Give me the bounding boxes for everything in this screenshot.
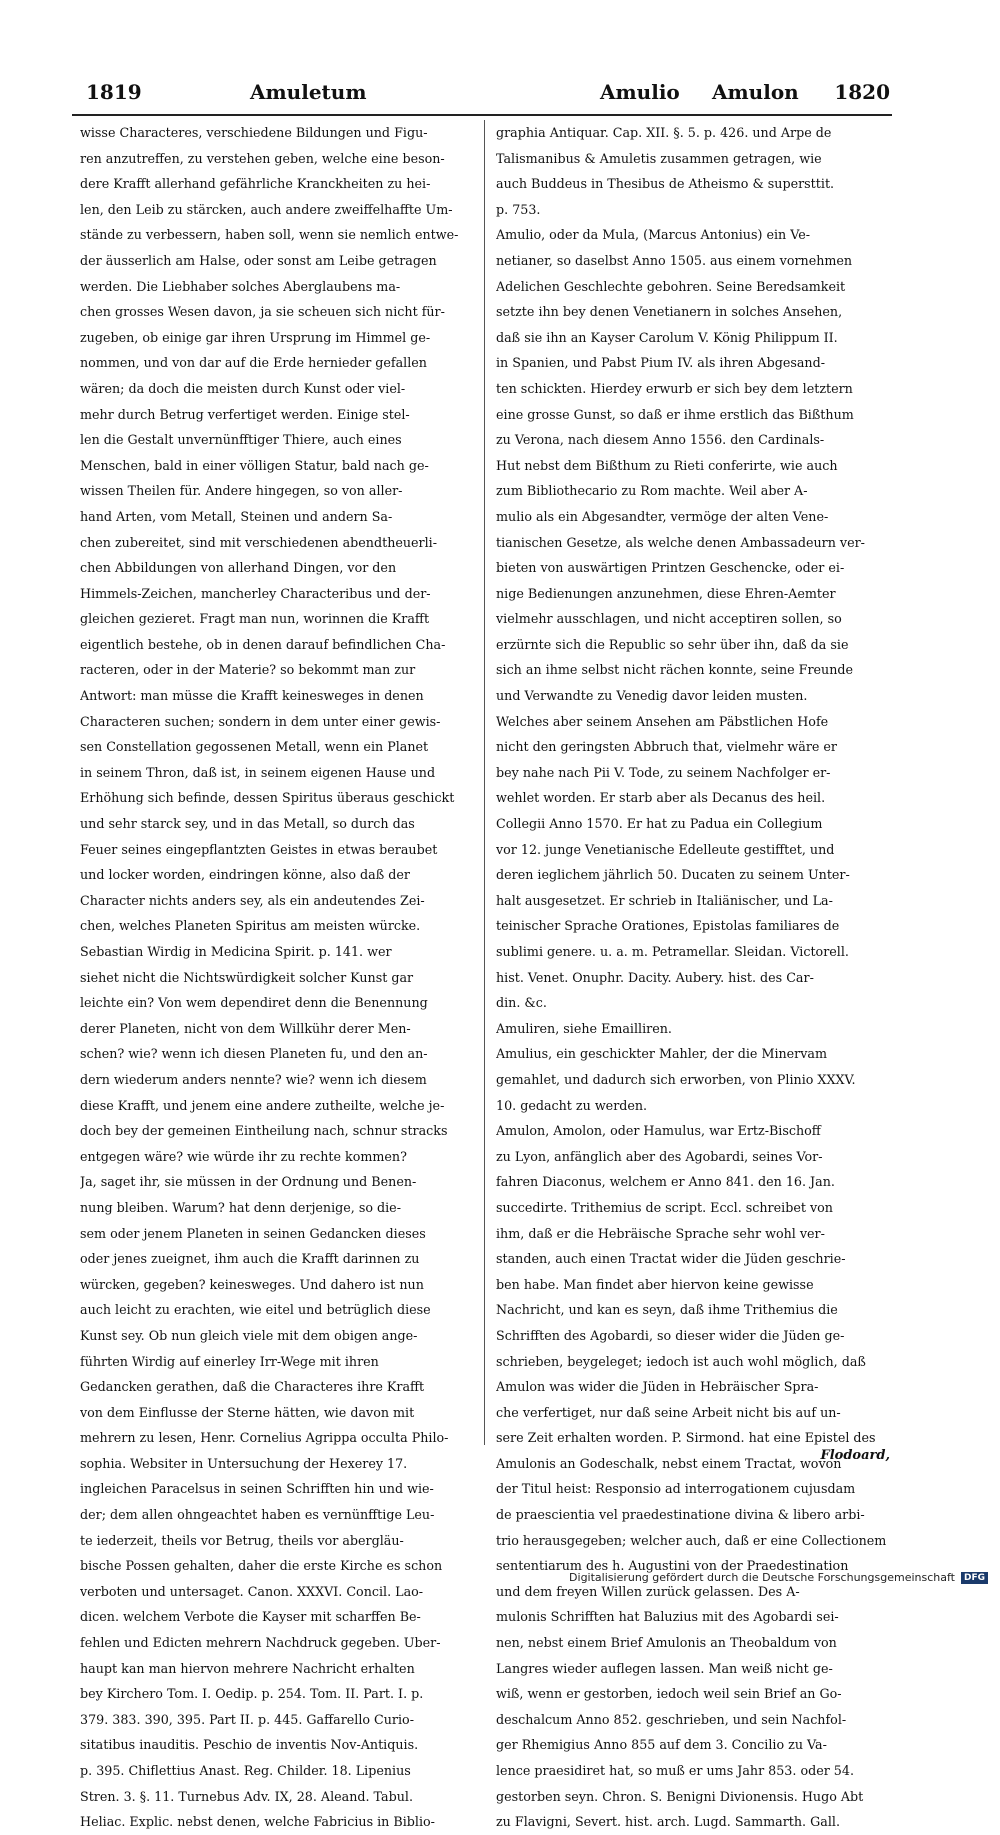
text-line: Langres wieder auflegen lassen. Man weiß nicht ge- bbox=[496, 1660, 833, 1676]
text-line: wiß, wenn er gestorben, iedoch weil sein Brief an Go- bbox=[496, 1686, 842, 1702]
text-line: sem oder jenem Planeten in seinen Gedancken dieses bbox=[80, 1225, 426, 1241]
text-line: führten Wirdig auf einerley Irr-Wege mit ihren bbox=[80, 1353, 379, 1369]
text-line: Himmels-Zeichen, mancherley Characteribus und der- bbox=[80, 585, 431, 601]
text-line: mulonis Schrifften hat Baluzius mit des Agobardi sei- bbox=[496, 1609, 839, 1625]
text-line: hist. Venet. Onuphr. Dacity. Aubery. hist. des Car- bbox=[496, 969, 814, 985]
text-line: und Verwandte zu Venedig davor leiden musten. bbox=[496, 688, 808, 704]
right-running-head-2: Amulon bbox=[712, 80, 799, 104]
text-line: Amulonis an Godeschalk, nebst einem Tractat, wovon bbox=[496, 1455, 842, 1471]
text-line: ger Rhemigius Anno 855 auf dem 3. Concilio zu Va- bbox=[496, 1737, 827, 1753]
text-line: dere Krafft allerhand gefährliche Kranckheiten zu hei- bbox=[80, 176, 431, 192]
text-line: der Titul heist: Responsio ad interrogationem cujusdam bbox=[496, 1481, 856, 1497]
text-line: nen, nebst einem Brief Amulonis an Theobaldum von bbox=[496, 1635, 837, 1651]
text-line: gemahlet, und dadurch sich erworben, von Plinio XXXV. bbox=[496, 1071, 856, 1087]
text-line: daß sie ihn an Kayser Carolum V. König Philippum II. bbox=[496, 329, 838, 345]
footer-credit: Digitalisierung gefördert durch die Deutsche Forschungsgemeinschaft bbox=[569, 1571, 955, 1584]
text-line: ten schickten. Hierdey erwurb er sich bey dem letztern bbox=[496, 380, 853, 396]
text-line: racteren, oder in der Materie? so bekommt man zur bbox=[80, 662, 416, 678]
text-line: zu Flavigni, Severt. hist. arch. Lugd. Sammarth. Gall. bbox=[496, 1814, 840, 1830]
text-line: Ja, saget ihr, sie müssen in der Ordnung und Benen- bbox=[80, 1174, 417, 1190]
text-line: und locker worden, eindringen könne, also daß der bbox=[80, 867, 410, 883]
text-line: bieten von auswärtigen Printzen Geschencke, oder ei- bbox=[496, 560, 845, 576]
text-line: und sehr starck sey, und in das Metall, so durch das bbox=[80, 816, 415, 832]
text-line: succedirte. Trithemius de script. Eccl. schreibet von bbox=[496, 1199, 833, 1215]
text-line: lence praesidiret hat, so muß er ums Jahr 853. oder 54. bbox=[496, 1763, 854, 1778]
text-line: Amulon was wider die Jüden in Hebräischer Spra- bbox=[496, 1379, 819, 1395]
text-line: der; dem allen ohngeachtet haben es vernünfftige Leu- bbox=[80, 1507, 435, 1523]
text-line: tianischen Gesetze, als welche denen Ambassadeurn ver- bbox=[496, 534, 865, 550]
text-line: sen Constellation gegossenen Metall, wenn ein Planet bbox=[80, 739, 429, 755]
right-page-number: 1820 bbox=[834, 80, 890, 104]
text-line: standen, auch einen Tractat wider die Jüden geschrie- bbox=[496, 1251, 846, 1267]
text-line: sere Zeit erhalten worden. P. Sirmond. hat eine Epistel des bbox=[496, 1430, 876, 1446]
text-line: Sebastian Wirdig in Medicina Spirit. p. 141. wer bbox=[80, 944, 392, 959]
text-line: werden. Die Liebhaber solches Aberglaubens ma- bbox=[80, 278, 401, 294]
text-line: ben habe. Man findet aber hiervon keine gewisse bbox=[496, 1276, 814, 1292]
text-line: len die Gestalt unvernünfftiger Thiere, auch eines bbox=[80, 432, 402, 448]
text-line: entgegen wäre? wie würde ihr zu rechte kommen? bbox=[80, 1148, 407, 1164]
text-line: ihm, daß er die Hebräische Sprache sehr wohl ver- bbox=[496, 1225, 825, 1241]
text-line: te iederzeit, theils vor Betrug, theils vor abergläu- bbox=[80, 1532, 404, 1548]
text-line: fahren Diaconus, welchem er Anno 841. den 16. Jan. bbox=[496, 1174, 835, 1190]
left-column bbox=[80, 120, 476, 1835]
text-line: wehlet worden. Er starb aber als Decanus des heil. bbox=[496, 790, 826, 806]
text-line: in seinem Thron, daß ist, in seinem eigenen Hause und bbox=[80, 764, 436, 780]
text-line: len, den Leib zu stärcken, auch andere zweiffelhaffte Um- bbox=[80, 201, 453, 217]
text-line: nommen, und von dar auf die Erde hernieder gefallen bbox=[80, 355, 427, 371]
text-line: teinischer Sprache Orationes, Epistolas familiares de bbox=[496, 918, 840, 934]
text-line: doch bey der gemeinen Eintheilung nach, schnur stracks bbox=[80, 1123, 448, 1139]
text-line: und dem freyen Willen zurück gelassen. Des A- bbox=[496, 1583, 800, 1599]
right-running-head-1: Amulio bbox=[600, 80, 680, 104]
text-line: Amulio, oder da Mula, (Marcus Antonius) ein Ve- bbox=[496, 227, 811, 243]
text-line: Talismanibus & Amuletis zusammen getragen, wie bbox=[496, 150, 822, 166]
text-line: gleichen gezieret. Fragt man nun, worinnen die Krafft bbox=[80, 611, 430, 627]
text-line: fehlen und Edicten mehrern Nachdruck gegeben. Uber- bbox=[80, 1635, 441, 1651]
text-line: Hut nebst dem Bißthum zu Rieti conferirte, wie auch bbox=[496, 457, 838, 473]
text-line: din. &c. bbox=[496, 995, 547, 1011]
text-line: würcken, gegeben? keinesweges. Und dahero ist nun bbox=[80, 1276, 424, 1292]
text-line: graphia Antiquar. Cap. XII. §. 5. p. 426. und Arpe de bbox=[496, 125, 832, 140]
text-line: Heliac. Explic. nebst denen, welche Fabricius in Biblio- bbox=[80, 1814, 435, 1830]
text-line: p. 753. bbox=[496, 201, 541, 217]
text-line: deren ieglichem jährlich 50. Ducaten zu seinem Unter- bbox=[496, 867, 850, 883]
text-line: eigentlich bestehe, ob in denen darauf befindlichen Cha- bbox=[80, 636, 446, 652]
text-line: sitatibus inauditis. Peschio de inventis Nov-Antiquis. bbox=[80, 1737, 419, 1753]
text-line: Character nichts anders sey, als ein andeutendes Zei- bbox=[80, 892, 425, 908]
text-line: nung bleiben. Warum? hat denn derjenige, so die- bbox=[80, 1199, 401, 1215]
text-line: dicen. welchem Verbote die Kayser mit scharffen Be- bbox=[80, 1609, 421, 1625]
text-line: von dem Einflusse der Sterne hätten, wie davon mit bbox=[80, 1404, 415, 1420]
text-line: Characteren suchen; sondern in dem unter einer gewis- bbox=[80, 713, 441, 729]
catchword: Flodoard, bbox=[820, 1448, 890, 1463]
text-line: auch leicht zu erachten, wie eitel und betrüglich diese bbox=[80, 1302, 431, 1318]
text-line: deschalcum Anno 852. geschrieben, und sein Nachfol- bbox=[496, 1711, 847, 1727]
text-line: zugeben, ob einige gar ihren Ursprung im Himmel ge- bbox=[80, 329, 431, 345]
text-line: der äusserlich am Halse, oder sonst am Leibe getragen bbox=[80, 252, 437, 268]
text-line: 379. 383. 390, 395. Part II. p. 445. Gaffarello Curio- bbox=[80, 1711, 414, 1727]
text-line: ren anzutreffen, zu verstehen geben, welche eine beson- bbox=[80, 150, 445, 166]
text-line: auch Buddeus in Thesibus de Atheismo & supersttit. bbox=[496, 176, 835, 192]
text-line: schen? wie? wenn ich diesen Planeten fu, und den an- bbox=[80, 1046, 428, 1062]
text-line: dern wiederum anders nennte? wie? wenn ich diesem bbox=[80, 1071, 427, 1087]
text-line: nige Bedienungen anzunehmen, diese Ehren-Aemter bbox=[496, 585, 836, 601]
text-line: siehet nicht die Nichtswürdigkeit solcher Kunst gar bbox=[80, 969, 414, 985]
text-line: Erhöhung sich befinde, dessen Spiritus überaus geschickt bbox=[80, 790, 455, 806]
text-line: 10. gedacht zu werden. bbox=[496, 1097, 648, 1113]
text-line: mehrern zu lesen, Henr. Cornelius Agrippa occulta Philo- bbox=[80, 1430, 449, 1446]
text-line: wären; da doch die meisten durch Kunst oder viel- bbox=[80, 380, 406, 396]
text-line: Amulius, ein geschickter Mahler, der die Minervam bbox=[496, 1046, 828, 1062]
text-line: diese Krafft, und jenem eine andere zutheilte, welche je- bbox=[80, 1097, 445, 1113]
text-line: de praescientia vel praedestinatione divina & libero arbi- bbox=[496, 1507, 865, 1523]
text-line: Kunst sey. Ob nun gleich viele mit dem obigen ange- bbox=[80, 1327, 418, 1343]
text-line: mulio als ein Abgesandter, vermöge der alten Vene- bbox=[496, 508, 829, 524]
text-line: in Spanien, und Pabst Pium IV. als ihren Abgesand- bbox=[496, 355, 825, 371]
text-line: verboten und untersaget. Canon. XXXVI. Concil. Lao- bbox=[80, 1583, 424, 1599]
text-line: bey nahe nach Pii V. Tode, zu seinem Nachfolger er- bbox=[496, 764, 831, 780]
text-line: bische Possen gehalten, daher die erste Kirche es schon bbox=[80, 1558, 443, 1574]
text-line: che verfertiget, nur daß seine Arbeit nicht bis auf un- bbox=[496, 1404, 841, 1420]
text-line: netianer, so daselbst Anno 1505. aus einem vornehmen bbox=[496, 252, 853, 268]
text-line: chen, welches Planeten Spiritus am meisten würcke. bbox=[80, 918, 421, 934]
text-line: nicht den geringsten Abbruch that, vielmehr wäre er bbox=[496, 739, 837, 755]
text-line: derer Planeten, nicht von dem Willkühr derer Men- bbox=[80, 1020, 411, 1036]
text-line: vor 12. junge Venetianische Edelleute gestifftet, und bbox=[496, 841, 835, 857]
text-line: zu Lyon, anfänglich aber des Agobardi, seines Vor- bbox=[496, 1148, 823, 1164]
text-line: Feuer seines eingepflantzten Geistes in etwas beraubet bbox=[80, 841, 438, 857]
text-line: gestorben seyn. Chron. S. Benigni Divionensis. Hugo Abt bbox=[496, 1788, 864, 1804]
text-line: haupt kan man hiervon mehrere Nachricht erhalten bbox=[80, 1660, 415, 1676]
text-line: chen Abbildungen von allerhand Dingen, vor den bbox=[80, 560, 397, 576]
text-line: chen grosses Wesen davon, ja sie scheuen sich nicht für- bbox=[80, 304, 445, 320]
text-line: setzte ihn bey denen Venetianern in solches Ansehen, bbox=[496, 304, 843, 320]
text-line: sententiarum des h. Augustini von der Praedestination bbox=[496, 1558, 849, 1574]
text-line: Antwort: man müsse die Krafft keinesweges in denen bbox=[80, 688, 424, 704]
text-line: zu Verona, nach diesem Anno 1556. den Cardinals- bbox=[496, 432, 825, 448]
digitization-footer bbox=[569, 1571, 988, 1584]
text-line: Adelichen Geschlechte gebohren. Seine Beredsamkeit bbox=[496, 278, 846, 294]
text-line: mehr durch Betrug verfertiget werden. Einige stel- bbox=[80, 406, 410, 422]
text-line: Welches aber seinem Ansehen am Päbstlichen Hofe bbox=[496, 713, 829, 729]
text-line: chen zubereitet, sind mit verschiedenen abendtheuerli- bbox=[80, 534, 438, 550]
text-line: wissen Theilen für. Andere hingegen, so von aller- bbox=[80, 483, 403, 499]
text-line: Menschen, bald in einer völligen Statur, bald nach ge- bbox=[80, 457, 429, 473]
text-line: oder jenes zueignet, ihm auch die Krafft darinnen zu bbox=[80, 1251, 420, 1267]
text-line: wisse Characteres, verschiedene Bildungen und Figu- bbox=[80, 125, 428, 140]
text-line: Amuliren, siehe Emailliren. bbox=[496, 1020, 672, 1036]
text-line: bey Kirchero Tom. I. Oedip. p. 254. Tom. II. Part. I. p. bbox=[80, 1686, 424, 1702]
page-header bbox=[72, 70, 892, 116]
text-line: stände zu verbessern, haben soll, wenn sie nemlich entwe- bbox=[80, 227, 459, 243]
text-line: halt ausgesetzet. Er schrieb in Italiänischer, und La- bbox=[496, 892, 833, 908]
text-line: Schrifften des Agobardi, so dieser wider die Jüden ge- bbox=[496, 1327, 845, 1343]
left-page-number: 1819 bbox=[86, 80, 142, 104]
text-line: hand Arten, vom Metall, Steinen und andern Sa- bbox=[80, 508, 393, 524]
text-line: Gedancken gerathen, daß die Characteres ihre Krafft bbox=[80, 1379, 425, 1395]
text-line: trio herausgegeben; welcher auch, daß er eine Collectionem bbox=[496, 1532, 887, 1548]
column-divider bbox=[484, 120, 485, 1445]
text-line: vielmehr ausschlagen, und nicht acceptiren sollen, so bbox=[496, 611, 842, 627]
text-line: Collegii Anno 1570. Er hat zu Padua ein Collegium bbox=[496, 816, 823, 832]
text-line: Amulon, Amolon, oder Hamulus, war Ertz-Bischoff bbox=[496, 1123, 821, 1139]
text-line: ingleichen Paracelsus in seinen Schrifften hin und wie- bbox=[80, 1481, 434, 1497]
text-line: zum Bibliothecario zu Rom machte. Weil aber A- bbox=[496, 483, 808, 499]
left-running-head: Amuletum bbox=[250, 80, 367, 104]
text-line: leichte ein? Von wem dependiret denn die Benennung bbox=[80, 995, 428, 1011]
text-line: erzürnte sich die Republic so sehr über ihn, daß da sie bbox=[496, 636, 849, 652]
dfg-logo: DFG bbox=[961, 1572, 988, 1584]
text-line: sublimi genere. u. a. m. Petramellar. Sleidan. Victorell. bbox=[496, 944, 849, 959]
text-line: sophia. Websiter in Untersuchung der Hexerey 17. bbox=[80, 1455, 408, 1471]
text-line: Stren. 3. §. 11. Turnebus Adv. IX, 28. Aleand. Tabul. bbox=[80, 1788, 413, 1804]
text-line: Nachricht, und kan es seyn, daß ihme Trithemius die bbox=[496, 1302, 838, 1318]
text-line: eine grosse Gunst, so daß er ihme erstlich das Bißthum bbox=[496, 406, 854, 422]
text-line: sich an ihme selbst nicht rächen konnte, seine Freunde bbox=[496, 662, 854, 678]
text-line: schrieben, beygeleget; iedoch ist auch wohl möglich, daß bbox=[496, 1353, 866, 1369]
text-line: p. 395. Chiflettius Anast. Reg. Childer. 18. Lipenius bbox=[80, 1763, 411, 1778]
